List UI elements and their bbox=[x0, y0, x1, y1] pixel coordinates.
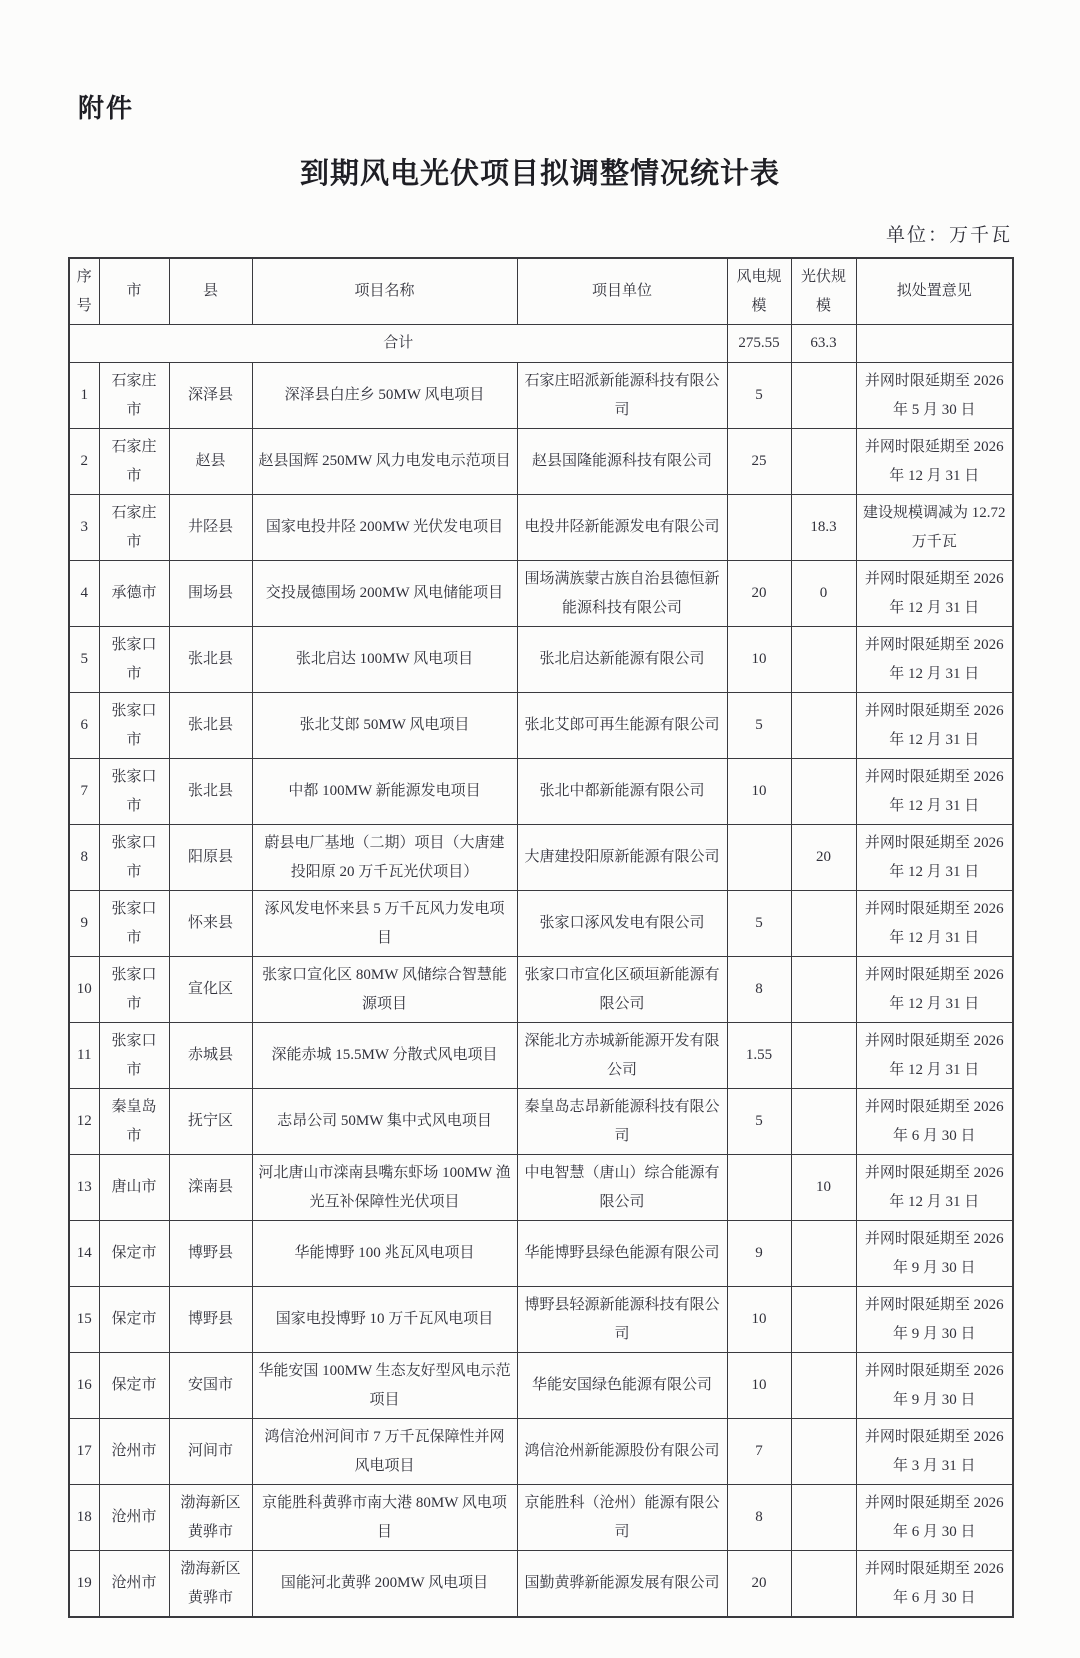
no-cell: 17 bbox=[69, 1419, 99, 1485]
total-row bbox=[69, 325, 1013, 363]
project-cell: 深泽县白庄乡 50MW 风电项目 bbox=[252, 363, 517, 429]
city-cell: 张家口市 bbox=[99, 957, 169, 1023]
pv-cell: 0 bbox=[791, 561, 856, 627]
pv-cell bbox=[791, 1287, 856, 1353]
wind-cell: 10 bbox=[727, 1287, 791, 1353]
company-cell: 石家庄昭派新能源科技有限公司 bbox=[517, 363, 727, 429]
city-cell: 张家口市 bbox=[99, 693, 169, 759]
wind-cell: 25 bbox=[727, 429, 791, 495]
no-cell: 4 bbox=[69, 561, 99, 627]
table-row bbox=[69, 627, 1013, 693]
city-cell: 石家庄市 bbox=[99, 429, 169, 495]
table-row bbox=[69, 561, 1013, 627]
opinion-cell: 并网时限延期至 2026 年 12 月 31 日 bbox=[856, 429, 1013, 495]
opinion-cell: 并网时限延期至 2026 年 6 月 30 日 bbox=[856, 1485, 1013, 1551]
table-row bbox=[69, 759, 1013, 825]
county-cell: 张北县 bbox=[169, 627, 252, 693]
project-cell: 中都 100MW 新能源发电项目 bbox=[252, 759, 517, 825]
pv-cell bbox=[791, 363, 856, 429]
no-cell: 7 bbox=[69, 759, 99, 825]
city-cell: 张家口市 bbox=[99, 891, 169, 957]
pv-cell bbox=[791, 891, 856, 957]
project-cell: 深能赤城 15.5MW 分散式风电项目 bbox=[252, 1023, 517, 1089]
pv-cell bbox=[791, 1023, 856, 1089]
county-cell: 怀来县 bbox=[169, 891, 252, 957]
total-pv-cell: 63.3 bbox=[791, 325, 856, 363]
opinion-cell: 并网时限延期至 2026 年 12 月 31 日 bbox=[856, 1155, 1013, 1221]
table-row bbox=[69, 1551, 1013, 1618]
wind-cell: 5 bbox=[727, 891, 791, 957]
no-cell: 2 bbox=[69, 429, 99, 495]
project-cell: 国能河北黄骅 200MW 风电项目 bbox=[252, 1551, 517, 1618]
wind-cell bbox=[727, 825, 791, 891]
table-row bbox=[69, 429, 1013, 495]
opinion-cell: 并网时限延期至 2026 年 12 月 31 日 bbox=[856, 693, 1013, 759]
wind-cell: 10 bbox=[727, 759, 791, 825]
county-cell: 阳原县 bbox=[169, 825, 252, 891]
attachment-label: 附件 bbox=[78, 94, 135, 124]
city-cell: 沧州市 bbox=[99, 1551, 169, 1618]
county-cell: 宣化区 bbox=[169, 957, 252, 1023]
company-cell: 赵县国隆能源科技有限公司 bbox=[517, 429, 727, 495]
opinion-cell: 并网时限延期至 2026 年 12 月 31 日 bbox=[856, 825, 1013, 891]
opinion-cell: 并网时限延期至 2026 年 12 月 31 日 bbox=[856, 561, 1013, 627]
pv-cell bbox=[791, 627, 856, 693]
opinion-cell: 并网时限延期至 2026 年 12 月 31 日 bbox=[856, 957, 1013, 1023]
pv-cell bbox=[791, 1485, 856, 1551]
pv-cell bbox=[791, 1353, 856, 1419]
unit-note: 单位：万千瓦 bbox=[885, 225, 1012, 246]
table-row bbox=[69, 495, 1013, 561]
pv-cell: 10 bbox=[791, 1155, 856, 1221]
city-cell: 保定市 bbox=[99, 1287, 169, 1353]
wind-cell bbox=[727, 495, 791, 561]
pv-cell: 20 bbox=[791, 825, 856, 891]
no-cell: 18 bbox=[69, 1485, 99, 1551]
city-cell: 沧州市 bbox=[99, 1419, 169, 1485]
wind-cell: 8 bbox=[727, 957, 791, 1023]
pv-cell bbox=[791, 429, 856, 495]
pv-cell bbox=[791, 1551, 856, 1618]
opinion-cell: 建设规模调减为 12.72 万千瓦 bbox=[856, 495, 1013, 561]
wind-cell: 5 bbox=[727, 363, 791, 429]
city-cell: 保定市 bbox=[99, 1221, 169, 1287]
no-cell: 12 bbox=[69, 1089, 99, 1155]
project-cell: 涿风发电怀来县 5 万千瓦风力发电项目 bbox=[252, 891, 517, 957]
total-opinion-cell bbox=[856, 325, 1013, 363]
column-header-wind: 风电规模 bbox=[727, 258, 791, 325]
opinion-cell: 并网时限延期至 2026 年 12 月 31 日 bbox=[856, 627, 1013, 693]
projects-table bbox=[68, 257, 1014, 1618]
company-cell: 张北艾郎可再生能源有限公司 bbox=[517, 693, 727, 759]
county-cell: 赤城县 bbox=[169, 1023, 252, 1089]
no-cell: 5 bbox=[69, 627, 99, 693]
company-cell: 电投井陉新能源发电有限公司 bbox=[517, 495, 727, 561]
opinion-cell: 并网时限延期至 2026 年 9 月 30 日 bbox=[856, 1353, 1013, 1419]
company-cell: 张北启达新能源有限公司 bbox=[517, 627, 727, 693]
no-cell: 11 bbox=[69, 1023, 99, 1089]
table-row bbox=[69, 363, 1013, 429]
no-cell: 19 bbox=[69, 1551, 99, 1618]
opinion-cell: 并网时限延期至 2026 年 12 月 31 日 bbox=[856, 759, 1013, 825]
wind-cell: 1.55 bbox=[727, 1023, 791, 1089]
wind-cell: 5 bbox=[727, 693, 791, 759]
table-row bbox=[69, 1221, 1013, 1287]
pv-cell bbox=[791, 759, 856, 825]
project-cell: 蔚县电厂基地（二期）项目（大唐建投阳原 20 万千瓦光伏项目） bbox=[252, 825, 517, 891]
company-cell: 张家口涿风发电有限公司 bbox=[517, 891, 727, 957]
county-cell: 井陉县 bbox=[169, 495, 252, 561]
project-cell: 华能博野 100 兆瓦风电项目 bbox=[252, 1221, 517, 1287]
county-cell: 赵县 bbox=[169, 429, 252, 495]
county-cell: 博野县 bbox=[169, 1221, 252, 1287]
company-cell: 深能北方赤城新能源开发有限公司 bbox=[517, 1023, 727, 1089]
city-cell: 张家口市 bbox=[99, 1023, 169, 1089]
pv-cell bbox=[791, 1221, 856, 1287]
opinion-cell: 并网时限延期至 2026 年 6 月 30 日 bbox=[856, 1551, 1013, 1618]
wind-cell: 10 bbox=[727, 1353, 791, 1419]
company-cell: 京能胜科（沧州）能源有限公司 bbox=[517, 1485, 727, 1551]
project-cell: 张北艾郎 50MW 风电项目 bbox=[252, 693, 517, 759]
pv-cell bbox=[791, 1089, 856, 1155]
table-row bbox=[69, 1287, 1013, 1353]
table-row bbox=[69, 1023, 1013, 1089]
pv-cell: 18.3 bbox=[791, 495, 856, 561]
opinion-cell: 并网时限延期至 2026 年 3 月 31 日 bbox=[856, 1419, 1013, 1485]
project-cell: 河北唐山市滦南县嘴东虾场 100MW 渔光互补保障性光伏项目 bbox=[252, 1155, 517, 1221]
company-cell: 华能博野县绿色能源有限公司 bbox=[517, 1221, 727, 1287]
total-wind-cell: 275.55 bbox=[727, 325, 791, 363]
wind-cell bbox=[727, 1155, 791, 1221]
wind-cell: 9 bbox=[727, 1221, 791, 1287]
table-header-row bbox=[69, 258, 1013, 325]
wind-cell: 20 bbox=[727, 1551, 791, 1618]
county-cell: 渤海新区黄骅市 bbox=[169, 1551, 252, 1618]
company-cell: 张家口市宣化区硕垣新能源有限公司 bbox=[517, 957, 727, 1023]
city-cell: 张家口市 bbox=[99, 759, 169, 825]
company-cell: 大唐建投阳原新能源有限公司 bbox=[517, 825, 727, 891]
no-cell: 10 bbox=[69, 957, 99, 1023]
column-header-project: 项目名称 bbox=[252, 258, 517, 325]
company-cell: 鸿信沧州新能源股份有限公司 bbox=[517, 1419, 727, 1485]
table-row bbox=[69, 825, 1013, 891]
county-cell: 深泽县 bbox=[169, 363, 252, 429]
total-label-cell: 合计 bbox=[69, 325, 727, 363]
opinion-cell: 并网时限延期至 2026 年 12 月 31 日 bbox=[856, 891, 1013, 957]
county-cell: 博野县 bbox=[169, 1287, 252, 1353]
city-cell: 石家庄市 bbox=[99, 495, 169, 561]
pv-cell bbox=[791, 1419, 856, 1485]
city-cell: 保定市 bbox=[99, 1353, 169, 1419]
county-cell: 抚宁区 bbox=[169, 1089, 252, 1155]
project-cell: 张北启达 100MW 风电项目 bbox=[252, 627, 517, 693]
project-cell: 华能安国 100MW 生态友好型风电示范项目 bbox=[252, 1353, 517, 1419]
wind-cell: 10 bbox=[727, 627, 791, 693]
company-cell: 张北中都新能源有限公司 bbox=[517, 759, 727, 825]
city-cell: 张家口市 bbox=[99, 627, 169, 693]
county-cell: 安国市 bbox=[169, 1353, 252, 1419]
table-row bbox=[69, 693, 1013, 759]
opinion-cell: 并网时限延期至 2026 年 9 月 30 日 bbox=[856, 1287, 1013, 1353]
table-row bbox=[69, 1155, 1013, 1221]
no-cell: 9 bbox=[69, 891, 99, 957]
column-header-no: 序号 bbox=[69, 258, 99, 325]
city-cell: 秦皇岛市 bbox=[99, 1089, 169, 1155]
opinion-cell: 并网时限延期至 2026 年 9 月 30 日 bbox=[856, 1221, 1013, 1287]
city-cell: 沧州市 bbox=[99, 1485, 169, 1551]
city-cell: 唐山市 bbox=[99, 1155, 169, 1221]
opinion-cell: 并网时限延期至 2026 年 5 月 30 日 bbox=[856, 363, 1013, 429]
table-row bbox=[69, 1419, 1013, 1485]
project-cell: 国家电投井陉 200MW 光伏发电项目 bbox=[252, 495, 517, 561]
table-row bbox=[69, 1089, 1013, 1155]
project-cell: 赵县国辉 250MW 风力电发电示范项目 bbox=[252, 429, 517, 495]
no-cell: 6 bbox=[69, 693, 99, 759]
no-cell: 8 bbox=[69, 825, 99, 891]
city-cell: 石家庄市 bbox=[99, 363, 169, 429]
company-cell: 博野县轻源新能源科技有限公司 bbox=[517, 1287, 727, 1353]
column-header-pv: 光伏规模 bbox=[791, 258, 856, 325]
pv-cell bbox=[791, 957, 856, 1023]
wind-cell: 7 bbox=[727, 1419, 791, 1485]
column-header-city: 市 bbox=[99, 258, 169, 325]
county-cell: 张北县 bbox=[169, 693, 252, 759]
project-cell: 国家电投博野 10 万千瓦风电项目 bbox=[252, 1287, 517, 1353]
no-cell: 14 bbox=[69, 1221, 99, 1287]
county-cell: 渤海新区黄骅市 bbox=[169, 1485, 252, 1551]
company-cell: 中电智慧（唐山）综合能源有限公司 bbox=[517, 1155, 727, 1221]
county-cell: 张北县 bbox=[169, 759, 252, 825]
no-cell: 1 bbox=[69, 363, 99, 429]
pv-cell bbox=[791, 693, 856, 759]
wind-cell: 5 bbox=[727, 1089, 791, 1155]
project-cell: 志昂公司 50MW 集中式风电项目 bbox=[252, 1089, 517, 1155]
table-row bbox=[69, 891, 1013, 957]
page-title: 到期风电光伏项目拟调整情况统计表 bbox=[299, 156, 780, 190]
project-cell: 京能胜科黄骅市南大港 80MW 风电项目 bbox=[252, 1485, 517, 1551]
county-cell: 滦南县 bbox=[169, 1155, 252, 1221]
county-cell: 围场县 bbox=[169, 561, 252, 627]
city-cell: 承德市 bbox=[99, 561, 169, 627]
column-header-opinion: 拟处置意见 bbox=[856, 258, 1013, 325]
project-cell: 张家口宣化区 80MW 风储综合智慧能源项目 bbox=[252, 957, 517, 1023]
no-cell: 3 bbox=[69, 495, 99, 561]
city-cell: 张家口市 bbox=[99, 825, 169, 891]
company-cell: 华能安国绿色能源有限公司 bbox=[517, 1353, 727, 1419]
no-cell: 16 bbox=[69, 1353, 99, 1419]
company-cell: 国勤黄骅新能源发展有限公司 bbox=[517, 1551, 727, 1618]
wind-cell: 20 bbox=[727, 561, 791, 627]
project-cell: 交投晟德围场 200MW 风电储能项目 bbox=[252, 561, 517, 627]
table-row bbox=[69, 1353, 1013, 1419]
project-cell: 鸿信沧州河间市 7 万千瓦保障性并网风电项目 bbox=[252, 1419, 517, 1485]
company-cell: 秦皇岛志昂新能源科技有限公司 bbox=[517, 1089, 727, 1155]
wind-cell: 8 bbox=[727, 1485, 791, 1551]
opinion-cell: 并网时限延期至 2026 年 12 月 31 日 bbox=[856, 1023, 1013, 1089]
table-row bbox=[69, 1485, 1013, 1551]
no-cell: 13 bbox=[69, 1155, 99, 1221]
no-cell: 15 bbox=[69, 1287, 99, 1353]
column-header-county: 县 bbox=[169, 258, 252, 325]
county-cell: 河间市 bbox=[169, 1419, 252, 1485]
column-header-company: 项目单位 bbox=[517, 258, 727, 325]
opinion-cell: 并网时限延期至 2026 年 6 月 30 日 bbox=[856, 1089, 1013, 1155]
company-cell: 围场满族蒙古族自治县德恒新能源科技有限公司 bbox=[517, 561, 727, 627]
table-row bbox=[69, 957, 1013, 1023]
